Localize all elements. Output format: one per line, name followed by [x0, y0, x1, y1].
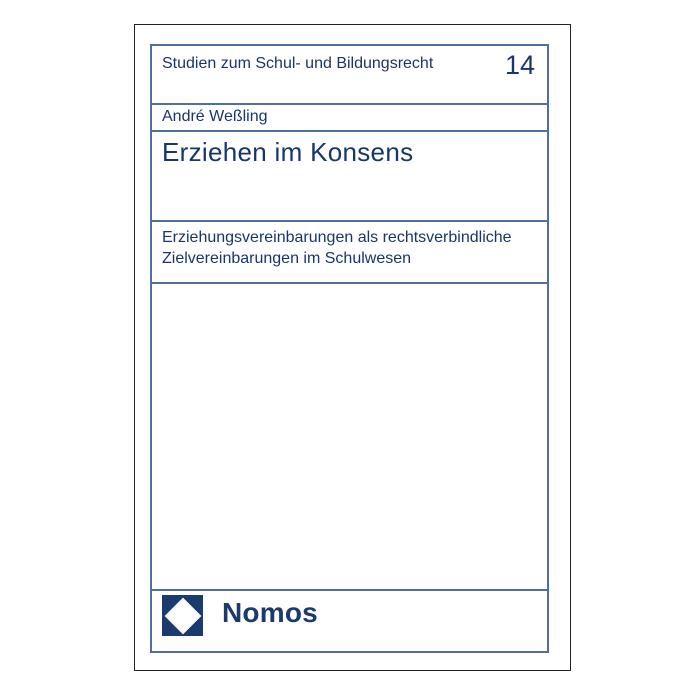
- series-header-row: [152, 46, 547, 105]
- nomos-diamond-icon: [162, 595, 203, 636]
- book-title: Erziehen im Konsens: [162, 137, 414, 167]
- subtitle-row: [152, 222, 547, 284]
- book-cover: [134, 24, 571, 671]
- title-row: [152, 132, 547, 222]
- series-title: Studien zum Schul- und Bildungsrecht: [162, 55, 434, 72]
- cover-panel: [150, 44, 549, 653]
- publisher-name: Nomos: [222, 597, 318, 628]
- blank-area: [152, 284, 547, 591]
- author-row: [152, 105, 547, 132]
- series-volume-number: 14: [504, 50, 535, 80]
- book-subtitle-line-2: Zielvereinbarungen im Schulwesen: [162, 250, 412, 267]
- author-name: André Weßling: [162, 107, 268, 125]
- publisher-row: [152, 591, 547, 651]
- book-subtitle-line-1: Erziehungsvereinbarungen als rechtsverbindliche: [162, 229, 512, 246]
